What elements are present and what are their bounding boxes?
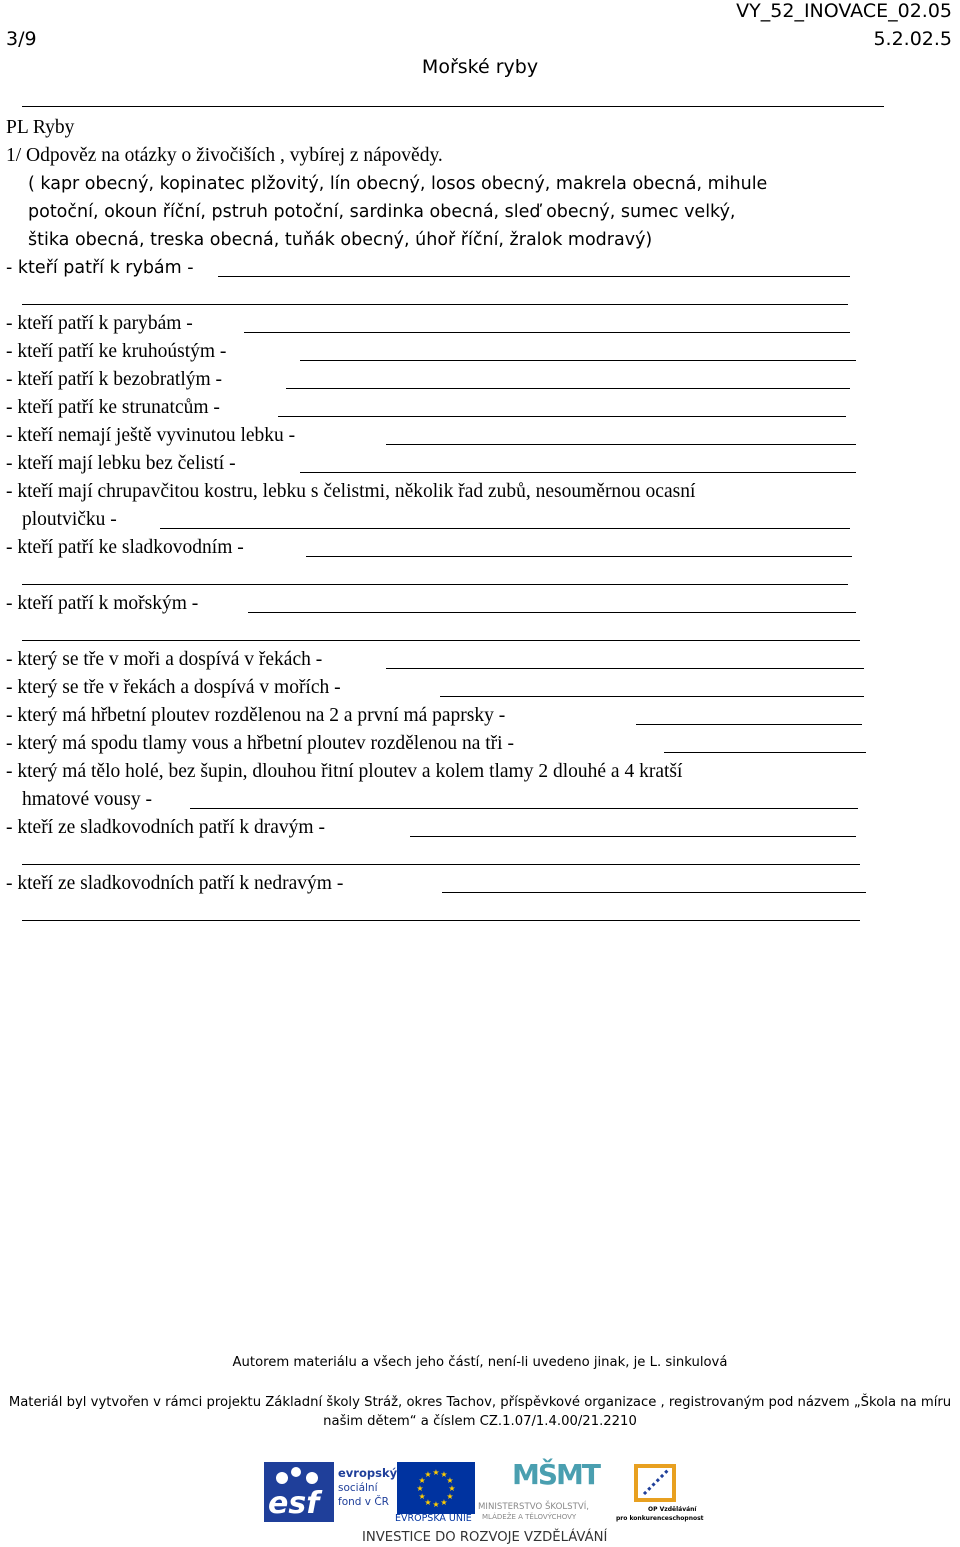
eu-star-icon: ★ (446, 1476, 454, 1485)
esf-letters: esf (268, 1486, 320, 1521)
answer-line[interactable] (278, 416, 846, 417)
msmt-letters: MŠMT (512, 1458, 599, 1491)
section-number: 5.2.02.5 (873, 28, 952, 50)
eu-star-icon: ★ (424, 1497, 432, 1507)
eu-logo (397, 1462, 475, 1526)
answer-line[interactable] (386, 444, 856, 445)
question-label: - kteří patří ke sladkovodním - (6, 537, 244, 558)
answer-line[interactable] (636, 724, 862, 725)
question-label: - kteří nemají ještě vyvinutou lebku - (6, 425, 296, 446)
answer-line[interactable] (410, 836, 856, 837)
answer-line[interactable] (22, 304, 848, 305)
eu-star-icon: ★ (416, 1484, 424, 1493)
op-text: pro konkurenceschopnost (616, 1515, 704, 1522)
answer-line[interactable] (190, 808, 858, 809)
worksheet-heading: PL Ryby (6, 117, 75, 138)
op-text: OP Vzdělávání (648, 1506, 697, 1513)
answer-line[interactable] (248, 612, 856, 613)
op-logo-graphic (614, 1460, 706, 1508)
msmt-text: MINISTERSTVO ŠKOLSTVÍ, (478, 1502, 589, 1512)
eu-star-icon: ★ (446, 1492, 454, 1501)
eu-star-icon: ★ (440, 1470, 448, 1480)
esf-text: evropský (338, 1466, 398, 1480)
eu-star-icon: ★ (418, 1492, 426, 1501)
eu-star-icon: ★ (432, 1500, 440, 1509)
answer-line[interactable] (22, 640, 860, 641)
hint-line: štika obecná, treska obecná, tuňák obecný, úhoř říční, žralok modravý) (28, 230, 653, 250)
question-label: - kteří ze sladkovodních patří k dravým - (6, 817, 325, 838)
question-label: - kteří patří k rybám - (6, 258, 194, 278)
answer-line[interactable] (218, 276, 850, 277)
eu-star-icon: ★ (424, 1470, 432, 1480)
question-label: - kteří patří k parybám - (6, 313, 193, 334)
eu-star-icon: ★ (448, 1484, 456, 1493)
question-label: - kteří mají lebku bez čelistí - (6, 453, 236, 474)
answer-line[interactable] (664, 752, 866, 753)
hint-line: potoční, okoun říční, pstruh potoční, sardinka obecná, sleď obecný, sumec velký, (28, 202, 736, 222)
project-note: Materiál byl vytvořen v rámci projektu Základní školy Stráž, okres Tachov, příspěvkové organizace , registrovaným pod názvem „Škola na míru (8, 1395, 952, 1410)
question-label: - který má spodu tlamy vous a hřbetní ploutev rozdělenou na tři - (6, 733, 514, 754)
answer-line[interactable] (306, 556, 852, 557)
question-label: - kteří mají chrupavčitou kostru, lebku s čelistmi, několik řad zubů, nesouměrnou ocasní (6, 481, 696, 502)
question-label: - kteří patří ke kruhoústým - (6, 341, 227, 362)
eu-text: EVROPSKÁ UNIE (395, 1513, 472, 1524)
document-code: VY_52_INOVACE_02.05 (736, 0, 952, 22)
eu-flag-icon (397, 1462, 475, 1514)
author-note: Autorem materiálu a všech jeho částí, není-li uvedeno jinak, je L. sinkulová (232, 1355, 728, 1370)
answer-line[interactable] (22, 584, 848, 585)
question-label: - který má tělo holé, bez šupin, dlouhou řitní ploutev a kolem tlamy 2 dlouhé a 4 kratší (6, 761, 683, 782)
question-label: - kteří patří k bezobratlým - (6, 369, 223, 390)
header-rule (22, 106, 884, 107)
answer-line[interactable] (300, 472, 856, 473)
page-number: 3/9 (6, 28, 37, 50)
question-label: - kteří patří k mořským - (6, 593, 199, 614)
eu-star-icon: ★ (432, 1468, 440, 1477)
answer-line[interactable] (440, 696, 864, 697)
answer-line[interactable] (160, 528, 850, 529)
esf-logo (262, 1460, 398, 1528)
answer-line[interactable] (22, 920, 860, 921)
msmt-text: MLÁDEŽE A TĚLOVÝCHOVY (482, 1513, 577, 1521)
question-label: - kteří patří ke strunatcům - (6, 397, 220, 418)
answer-line[interactable] (286, 388, 850, 389)
answer-line[interactable] (300, 360, 856, 361)
esf-text: sociální (338, 1482, 378, 1494)
op-logo (614, 1460, 706, 1530)
question-label: - který má hřbetní ploutev rozdělenou na 2 a první má paprsky - (6, 705, 506, 726)
question-label: ploutvičku - (22, 509, 117, 530)
msmt-logo (478, 1458, 610, 1528)
answer-line[interactable] (386, 668, 864, 669)
question-label: hmatové vousy - (22, 789, 152, 810)
question-label: - který se tře v řekách a dospívá v mořích - (6, 677, 341, 698)
hint-line: ( kapr obecný, kopinatec plžovitý, lín obecný, losos obecný, makrela obecná, mihule (28, 174, 768, 194)
question-label: - kteří ze sladkovodních patří k nedravým - (6, 873, 344, 894)
task-instruction: 1/ Odpověz na otázky o živočiších , vybírej z nápovědy. (6, 145, 443, 166)
eu-star-icon: ★ (418, 1476, 426, 1485)
answer-line[interactable] (22, 864, 860, 865)
question-label: - který se tře v moři a dospívá v řekách - (6, 649, 323, 670)
project-note: našim dětem“ a číslem CZ.1.07/1.4.00/21.2210 (323, 1414, 637, 1429)
answer-line[interactable] (244, 332, 850, 333)
investment-banner: INVESTICE DO ROZVOJE VZDĚLÁVÁNÍ (362, 1530, 608, 1545)
esf-text: fond v ČR (338, 1496, 389, 1508)
page-title: Mořské ryby (421, 56, 539, 78)
answer-line[interactable] (442, 892, 866, 893)
eu-star-icon: ★ (440, 1497, 448, 1507)
